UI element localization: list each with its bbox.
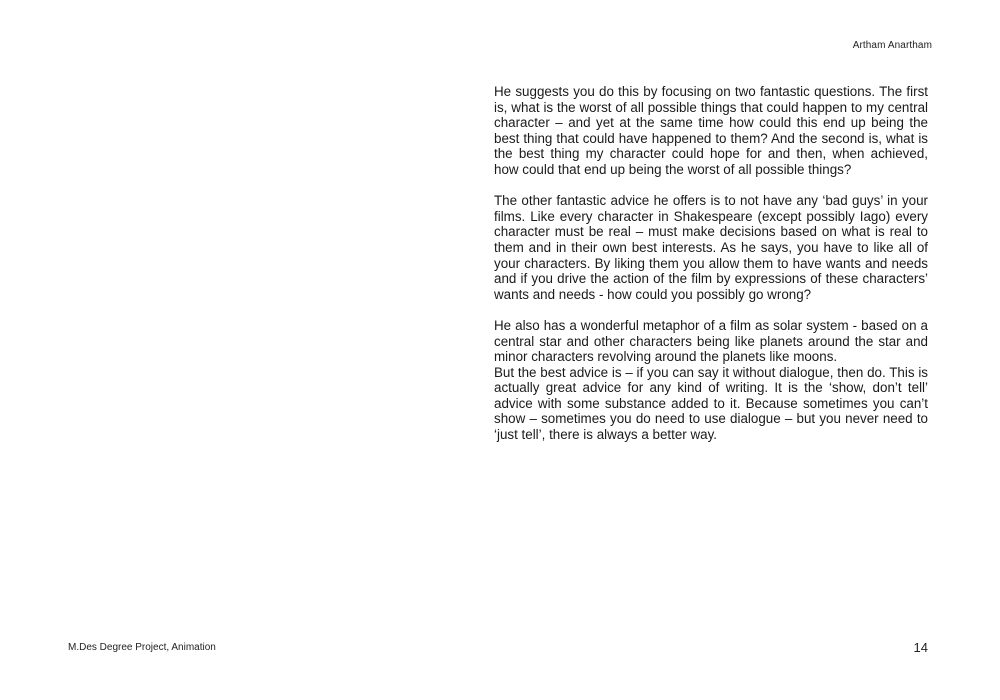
- paragraph: The other fantastic advice he offers is to not have any ‘bad guys’ in your films. Like every character in Shakespeare (except possibly Iago) every character must be real – must make decisions based on what is real to them and in their own best interests. As he says, you have to like all of your characters. By liking them you allow them to have wants and needs and if you drive the action of the film by expressions of these characters’ wants and needs - how could you possibly go wrong?: [494, 193, 928, 302]
- paragraph: He also has a wonderful metaphor of a film as solar system - based on a central star and other characters being like planets around the star and minor characters revolving around the planets like moons.: [494, 317, 928, 365]
- paragraph: But the best advice is – if you can say it without dialogue, then do. This is actually great advice for any kind of writing. It is the ‘show, don’t tell’ advice with some substance added to it. Because sometimes you can’t show – sometimes you do need to use dialogue – but you never need to ‘just tell’, there is always a better way.: [494, 364, 928, 443]
- paragraph: He suggests you do this by focusing on two fantastic questions. The first is, what is the worst of all possible things that could happen to my central character – and yet at the same time how could this end up being the best thing that could have happened to them? And the second is, what is the best thing my character could hope for and then, when achieved, how could that end up being the worst of all possible things?: [494, 84, 928, 177]
- footer-project-title: M.Des Degree Project, Animation: [68, 642, 216, 653]
- page-number: 14: [913, 640, 928, 655]
- author-name: Artham Anartham: [852, 40, 932, 51]
- body-text: [494, 84, 928, 443]
